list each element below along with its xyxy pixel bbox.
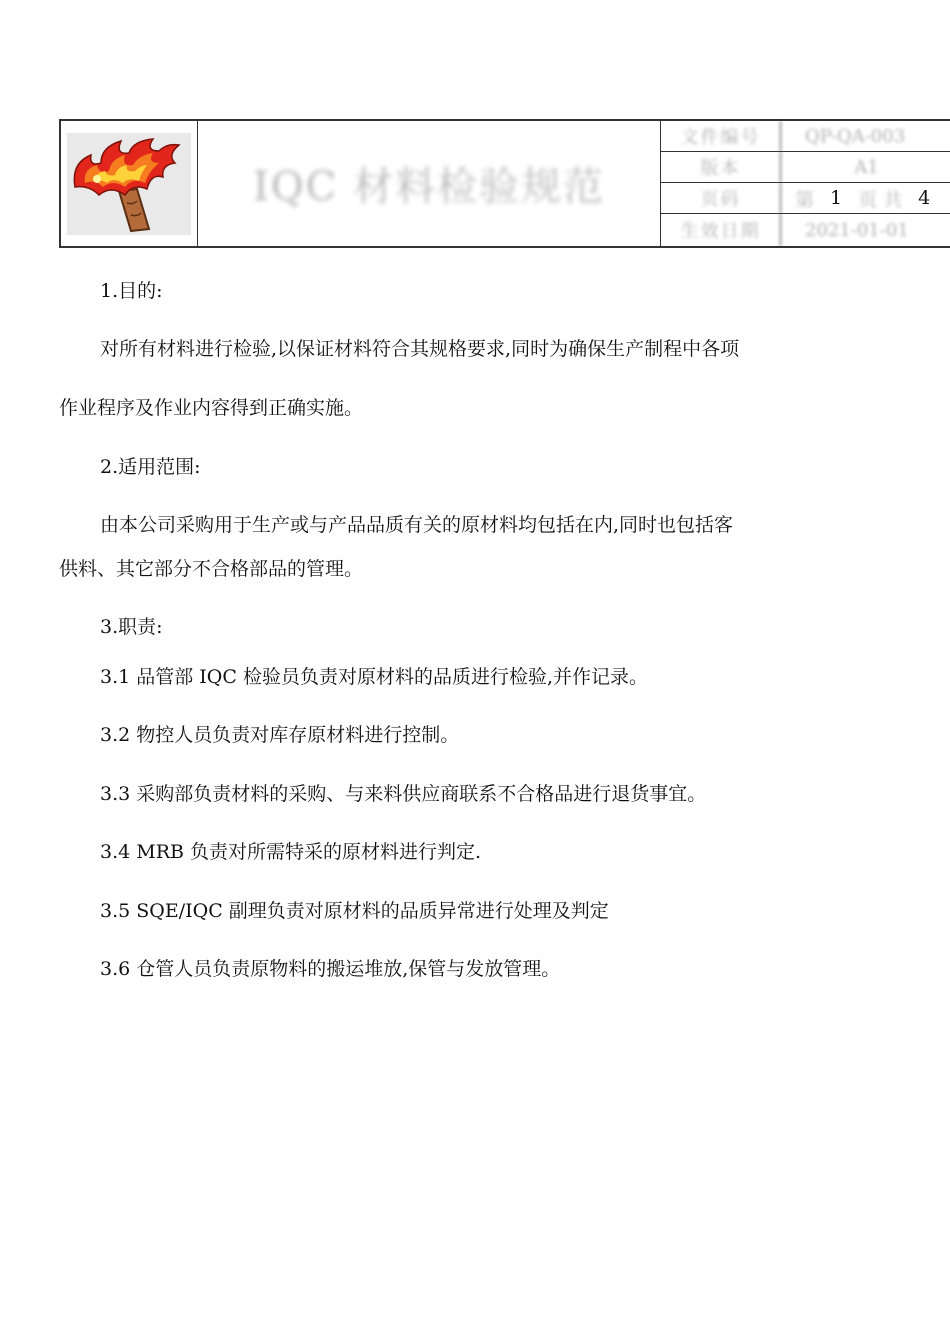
duty-item: 3.2 物控人员负责对库存原材料进行控制。 (100, 724, 460, 746)
meta-row-page (661, 183, 950, 214)
page-total: 4 (918, 187, 931, 209)
flaming-torch-logo-icon (67, 133, 191, 235)
duty-item: 3.6 仓管人员负责原物料的搬运堆放,保管与发放管理。 (100, 958, 561, 980)
duty-item: 3.5 SQE/IQC 副理负责对原材料的品质异常进行处理及判定 (100, 900, 609, 922)
meta-label: 文件编号 (661, 121, 781, 151)
meta-label: 页码 (661, 183, 781, 213)
page-prefix: 第 (795, 188, 815, 211)
paragraph-line: 对所有材料进行检验,以保证材料符合其规格要求,同时为确保生产制程中各项 (100, 338, 740, 360)
section-heading-purpose: 1.目的: (100, 280, 163, 302)
duty-item: 3.4 MRB 负责对所需特采的原材料进行判定. (100, 841, 482, 863)
logo-cell (61, 121, 198, 246)
meta-value: QP-QA-003 (805, 125, 906, 147)
meta-label: 生效日期 (661, 214, 781, 246)
duty-item: 3.1 品管部 IQC 检验员负责对原材料的品质进行检验,并作记录。 (100, 666, 648, 688)
paragraph-line: 由本公司采购用于生产或与产品品质有关的原材料均包括在内,同时也包括客 (100, 514, 734, 536)
duty-item: 3.3 采购部负责材料的采购、与来料供应商联系不合格品进行退货事宜。 (100, 783, 707, 805)
meta-row-effective-date (661, 214, 950, 246)
page-current: 1 (830, 187, 843, 209)
section-heading-duties: 3.职责: (100, 616, 163, 638)
paragraph-line: 作业程序及作业内容得到正确实施。 (59, 397, 364, 419)
document-meta-block (661, 121, 950, 246)
paragraph-line: 供料、其它部分不合格部品的管理。 (59, 558, 364, 580)
meta-row-doc-number (661, 121, 950, 152)
section-heading-scope: 2.适用范围: (100, 456, 201, 478)
meta-row-version (661, 152, 950, 183)
meta-value: A1 (854, 156, 879, 178)
document-title-cell (198, 121, 661, 246)
meta-value: 2021-01-01 (805, 219, 909, 241)
page-middle: 页 共 (858, 188, 903, 211)
page-info (781, 183, 950, 213)
document-title: IQC 材料检验规范 (253, 164, 605, 210)
document-header-table (59, 119, 950, 248)
meta-label: 版本 (661, 152, 781, 182)
